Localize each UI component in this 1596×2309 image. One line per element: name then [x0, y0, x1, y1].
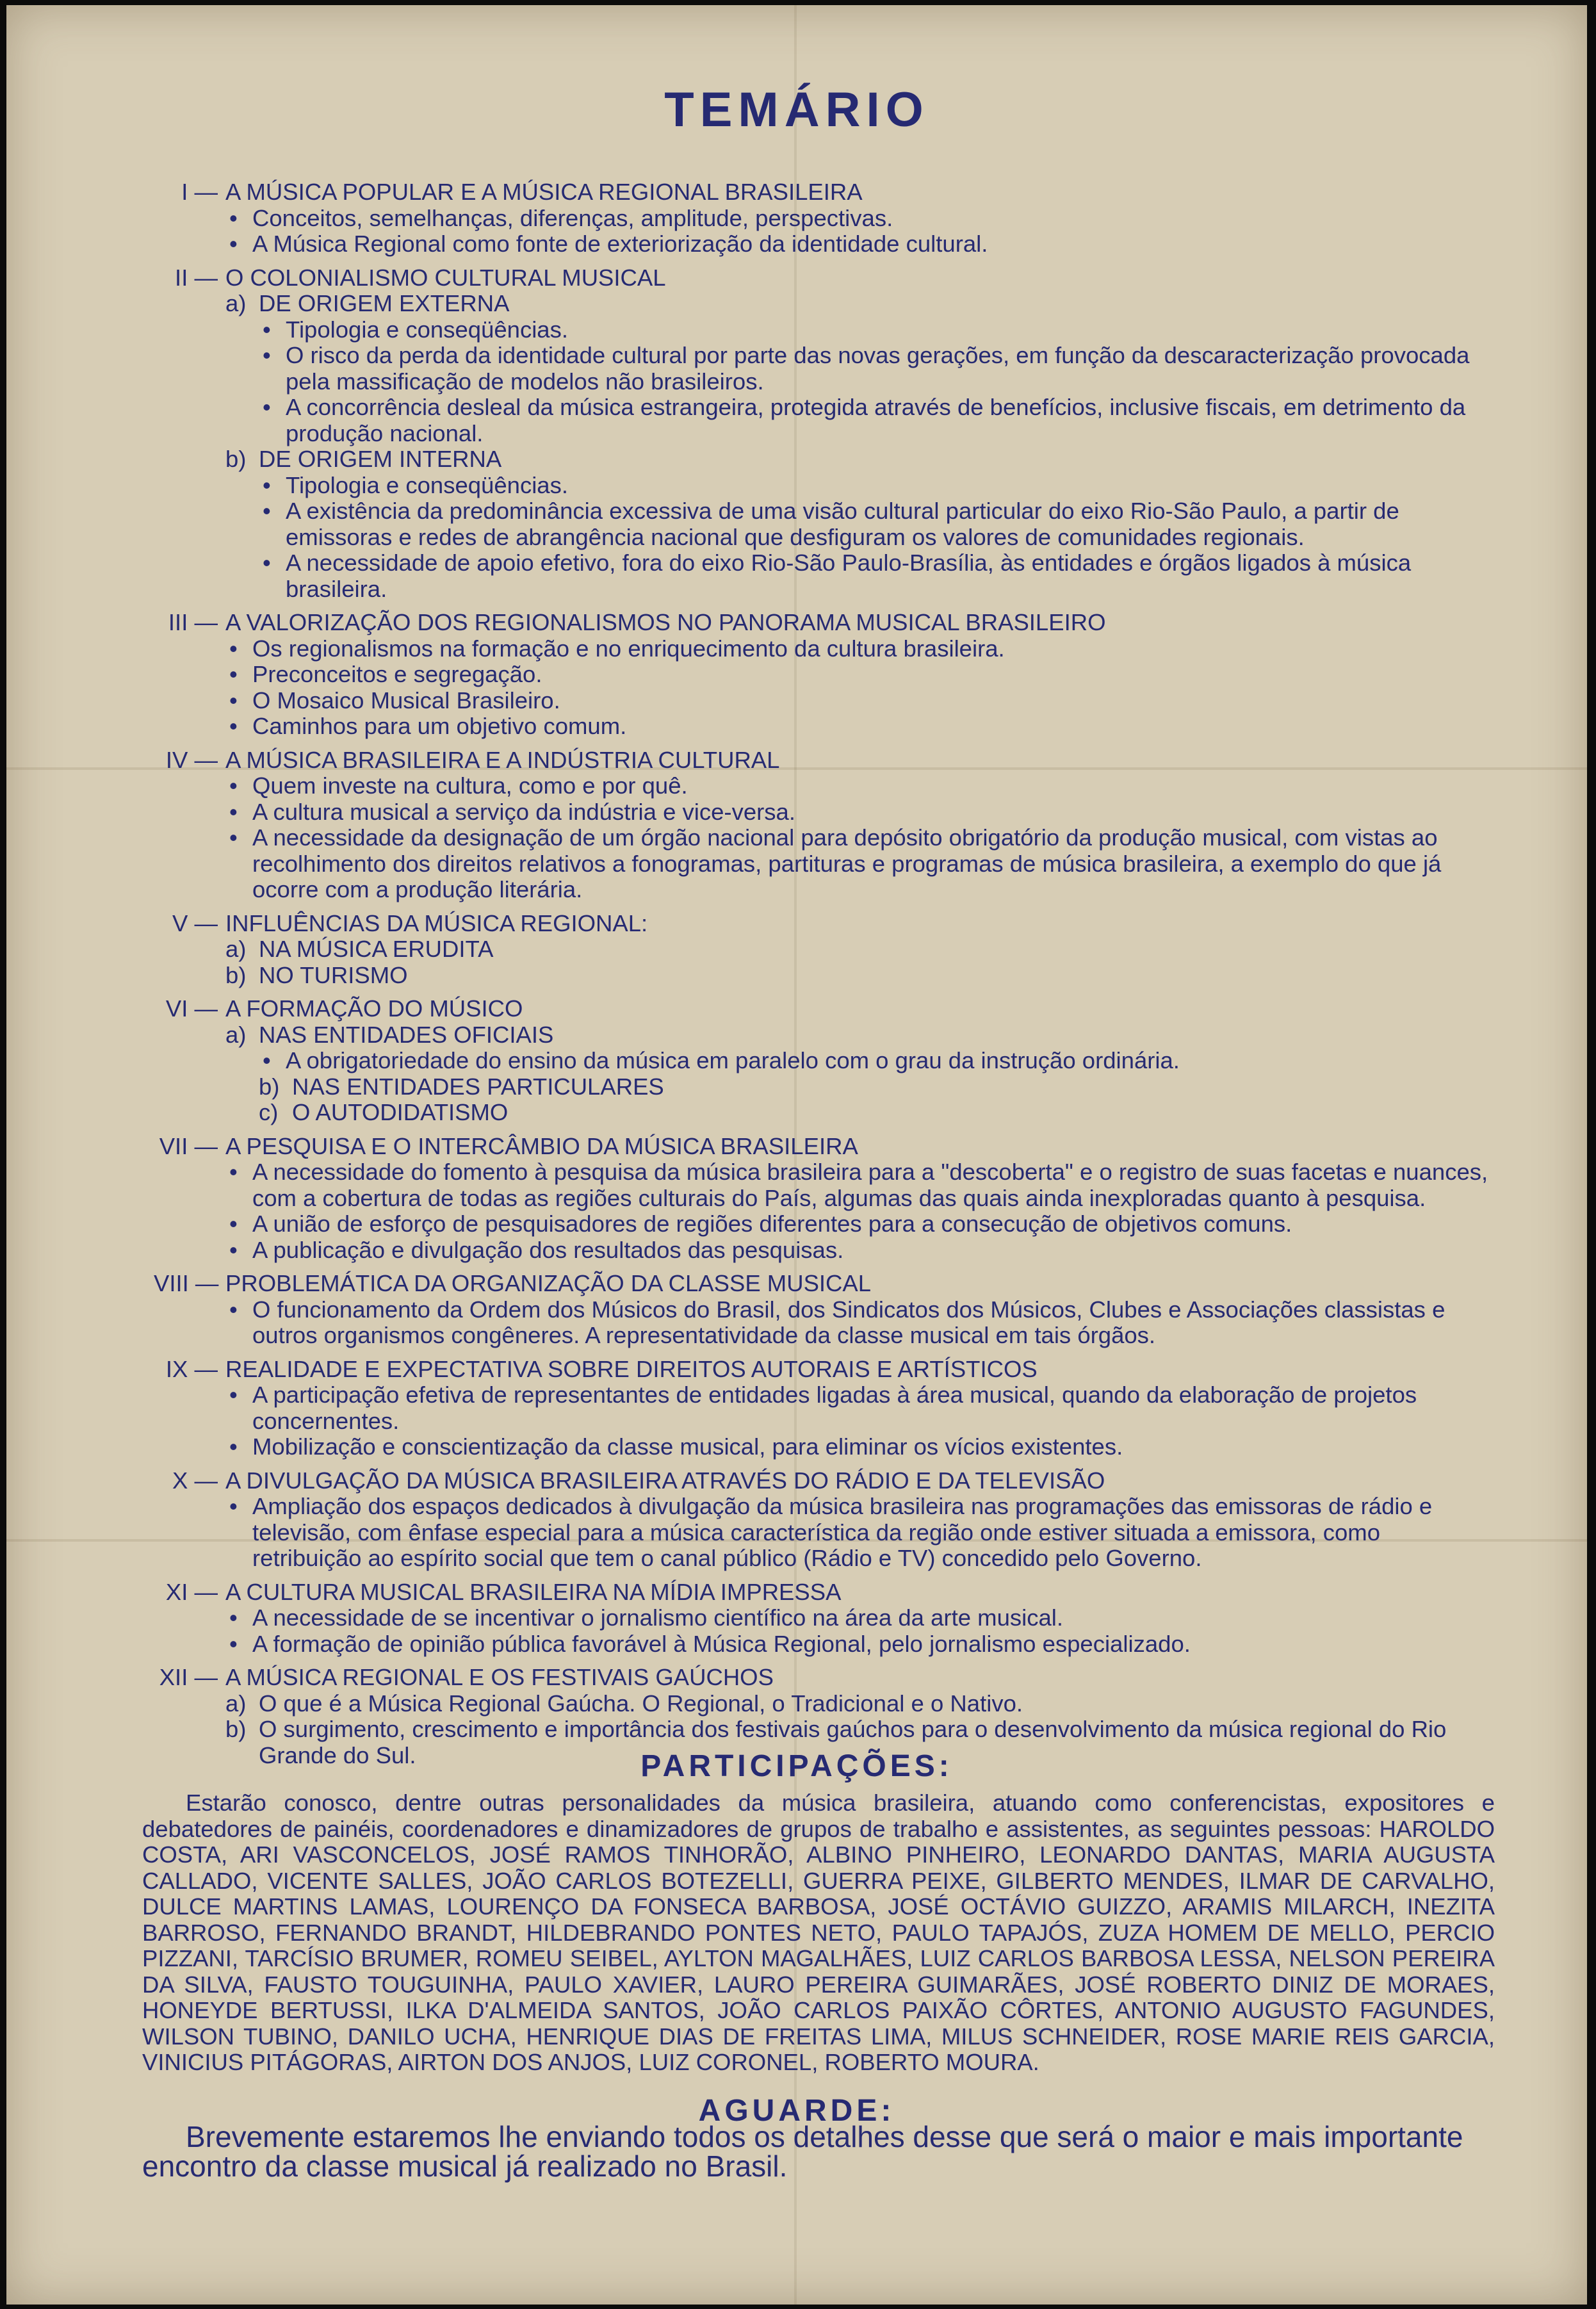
topic-heading: A PESQUISA E O INTERCÂMBIO DA MÚSICA BRASILEIRA	[225, 1132, 858, 1159]
subtopic-bullet: • Tipologia e conseqüências.	[259, 473, 1495, 499]
topic-section	[154, 747, 1495, 903]
topic-heading: A VALORIZAÇÃO DOS REGIONALISMOS NO PANORAMA MUSICAL BRASILEIRO	[225, 609, 1106, 635]
subtopic-label: NA MÚSICA ERUDITA	[259, 936, 494, 962]
topic-number: II —	[154, 265, 218, 291]
subtopic-letter: b)	[259, 1073, 280, 1100]
await-title: AGUARDE:	[698, 2094, 895, 2128]
subtopic-bullet: • A concorrência desleal da música estrangeira, protegida através de benefícios, inclusive fiscais, em detrimento da produção nacional.	[259, 395, 1495, 446]
subtopic-letter: b)	[225, 446, 247, 472]
subtopic-list	[225, 1022, 1495, 1126]
subtopic-label: NAS ENTIDADES PARTICULARES	[292, 1073, 664, 1100]
topic-heading: A FORMAÇÃO DO MÚSICO	[225, 995, 523, 1022]
subtopic-letter: a)	[225, 936, 247, 962]
subtopic-label: NAS ENTIDADES OFICIAIS	[259, 1021, 554, 1048]
subtopic-letter: a)	[225, 290, 247, 316]
topic-heading: A MÚSICA BRASILEIRA E A INDÚSTRIA CULTURAL	[225, 746, 780, 773]
topic-list	[154, 179, 1495, 1768]
topic-number: X —	[154, 1468, 218, 1494]
topic-bullet: • O funcionamento da Ordem dos Músicos do Brasil, dos Sindicatos dos Músicos, Clubes e Associações classistas e outros organismos congêneres. A representatividade da classe musical em tais órgãos.	[225, 1297, 1495, 1349]
subtopic	[225, 291, 1495, 446]
subtopic-letter: b)	[225, 961, 247, 988]
topic-bullet-list	[225, 206, 1495, 257]
subtopic-label: NO TURISMO	[259, 961, 408, 988]
topic-number: IX —	[154, 1357, 218, 1383]
subtopic-letter: c)	[259, 1099, 279, 1125]
subtopic	[259, 1100, 1495, 1126]
topic-number: XI —	[154, 1579, 218, 1606]
subtopic-letter: b)	[225, 1716, 247, 1742]
topic-heading: A MÚSICA REGIONAL E OS FESTIVAIS GAÚCHOS	[225, 1664, 774, 1690]
subtopic-bullet: • A obrigatoriedade do ensino da música em paralelo com o grau da instrução ordinária.	[259, 1048, 1495, 1074]
topic-section	[154, 1271, 1495, 1349]
subtopic	[225, 1022, 1495, 1074]
topic-heading: A DIVULGAÇÃO DA MÚSICA BRASILEIRA ATRAVÉS DO RÁDIO E DA TELEVISÃO	[225, 1467, 1105, 1494]
subtopic	[259, 1074, 1495, 1100]
subtopic-label: DE ORIGEM EXTERNA	[259, 290, 510, 316]
topic-bullet: • Os regionalismos na formação e no enriquecimento da cultura brasileira.	[225, 636, 1495, 662]
participations-title: PARTICIPAÇÕES:	[640, 1749, 953, 1783]
topic-section	[154, 179, 1495, 257]
topic-bullet: • Mobilização e conscientização da classe musical, para eliminar os vícios existentes.	[225, 1434, 1495, 1460]
topic-bullet: • A formação de opinião pública favorável à Música Regional, pelo jornalismo especializado.	[225, 1631, 1495, 1658]
topic-bullet-list	[225, 1605, 1495, 1657]
subtopic	[225, 963, 1495, 989]
topic-bullet: • Ampliação dos espaços dedicados à divulgação da música brasileira nas programações das emissoras de rádio e televisão, com ênfase especial para a música característica da região onde estiver situada a emissora, como retribuição ao espírito social que tem o canal público (Rádio e TV) concedido pelo Governo.	[225, 1494, 1495, 1572]
subtopic-list	[225, 936, 1495, 988]
topic-section	[154, 911, 1495, 989]
topic-bullet: • Quem investe na cultura, como e por quê.	[225, 773, 1495, 799]
subtopic-bullet-list	[259, 473, 1495, 603]
poster-sheet	[6, 5, 1587, 2305]
topic-bullet-list	[225, 1159, 1495, 1263]
topic-number: VII —	[154, 1134, 218, 1160]
topic-bullet: • A publicação e divulgação dos resultados das pesquisas.	[225, 1237, 1495, 1264]
subtopic	[225, 1691, 1495, 1717]
subtopic-letter: a)	[225, 1021, 247, 1048]
subtopic-bullet-list	[259, 1048, 1495, 1074]
subtopic-bullet: • A necessidade de apoio efetivo, fora do eixo Rio-São Paulo-Brasília, às entidades e órgãos ligados à música brasileira.	[259, 550, 1495, 602]
topic-section	[154, 1468, 1495, 1572]
participations-text: Estarão conosco, dentre outras personalidades da música brasileira, atuando como conferencistas, expositores e debatedores de painéis, coordenadores e dinamizadores de grupos de trabalho e assistentes, as seguintes pessoas: HAROLDO COSTA, ARI VASCONCELOS, JOSÉ RAMOS TINHORÃO, ALBINO PINHEIRO, LEONARDO DANTAS, MARIA AUGUSTA CALLADO, VICENTE SALLES, JOÃO CARLOS BOTEZELLI, GUERRA PEIXE, GILBERTO MENDES, ILMAR DE CARVALHO, DULCE MARTINS LAMAS, LOURENÇO DA FONSECA BARBOSA, JOSÉ OCTÁVIO GUIZZO, ARAMIS MILARCH, INEZITA BARROSO, FERNANDO BRANDT, HILDEBRANDO PONTES NETO, PAULO TAPAJÓS, ZUZA HOMEM DE MELLO, PERCIO PIZZANI, TARCÍSIO BRUMER, ROMEU SEIBEL, AYLTON MAGALHÃES, LUIZ CARLOS BARBOSA LESSA, NELSON PEREIRA DA SILVA, FAUSTO TOUGUINHA, PAULO XAVIER, LAURO PEREIRA GUIMARÃES, JOSÉ ROBERTO DINIZ DE MORAES, HONEYDE BERTUSSI, ILKA D'ALMEIDA SANTOS, JOÃO CARLOS PAIXÃO CÔRTES, ANTONIO AUGUSTO FAGUNDES, WILSON TUBINO, DANILO UCHA, HENRIQUE DIAS DE FREITAS LIMA, MILUS SCHNEIDER, ROSE MARIE REIS GARCIA, VINICIUS PITÁGORAS, AIRTON DOS ANJOS, LUIZ CORONEL, ROBERTO MOURA.	[142, 1790, 1495, 2075]
topic-bullet-list	[225, 1494, 1495, 1572]
topic-bullet-list	[225, 636, 1495, 740]
subtopic-label: O que é a Música Regional Gaúcha. O Regional, o Tradicional e o Nativo.	[259, 1690, 1023, 1717]
page-title: TEMÁRIO	[664, 83, 929, 137]
topic-bullet-list	[225, 773, 1495, 903]
subtopic-label: O surgimento, crescimento e importância dos festivais gaúchos para o desenvolvimento da música regional do Rio Grande do Sul.	[259, 1716, 1447, 1768]
subtopic-bullet: • A existência da predominância excessiva de uma visão cultural particular do eixo Rio-São Paulo, a partir de emissoras e redes de abrangência nacional que desfiguram os valores de comunidades regionais.	[259, 498, 1495, 550]
topic-section	[154, 265, 1495, 603]
topic-number: XII —	[154, 1665, 218, 1691]
topic-section	[154, 996, 1495, 1126]
topic-bullet: • A necessidade do fomento à pesquisa da música brasileira para a "descoberta" e o registro de suas facetas e nuances, com a cobertura de todas as regiões culturais do País, algumas das quais ainda inexploradas quanto à pesquisa.	[225, 1159, 1495, 1211]
subtopic-label: DE ORIGEM INTERNA	[259, 446, 502, 472]
subtopic-label: O AUTODIDATISMO	[292, 1099, 509, 1125]
topic-heading: REALIDADE E EXPECTATIVA SOBRE DIREITOS AUTORAIS E ARTÍSTICOS	[225, 1355, 1038, 1382]
topic-bullet: • A participação efetiva de representantes de entidades ligadas à área musical, quando da elaboração de projetos concernentes.	[225, 1382, 1495, 1434]
topic-section	[154, 1357, 1495, 1460]
subtopic-bullet: • O risco da perda da identidade cultural por parte das novas gerações, em função da descaracterização provocada pela massificação de modelos não brasileiros.	[259, 343, 1495, 395]
topic-heading: A CULTURA MUSICAL BRASILEIRA NA MÍDIA IMPRESSA	[225, 1578, 842, 1605]
topic-section	[154, 610, 1495, 740]
topic-bullet-list	[225, 1382, 1495, 1460]
topic-number: V —	[154, 911, 218, 937]
topic-heading: A MÚSICA POPULAR E A MÚSICA REGIONAL BRASILEIRA	[225, 179, 863, 205]
topic-section	[154, 1134, 1495, 1264]
subtopic	[225, 446, 1495, 602]
topic-number: VIII —	[154, 1271, 218, 1297]
subtopic	[225, 936, 1495, 963]
topic-heading: O COLONIALISMO CULTURAL MUSICAL	[225, 264, 666, 291]
subtopic-bullet: • Tipologia e conseqüências.	[259, 317, 1495, 343]
topic-number: I —	[154, 179, 218, 206]
subtopic-bullet-list	[259, 317, 1495, 447]
await-text: Brevemente estaremos lhe enviando todos os detalhes desse que será o maior e mais importante encontro da classe musical já realizado no Brasil.	[142, 2120, 1463, 2183]
topic-number: VI —	[154, 996, 218, 1022]
topic-heading: INFLUÊNCIAS DA MÚSICA REGIONAL:	[225, 910, 648, 936]
topic-bullet: • A Música Regional como fonte de exteriorização da identidade cultural.	[225, 231, 1495, 257]
topic-bullet: • Caminhos para um objetivo comum.	[225, 714, 1495, 740]
topic-number: III —	[154, 610, 218, 636]
topic-bullet: • A necessidade da designação de um órgão nacional para depósito obrigatório da produção musical, com vistas ao recolhimento dos direitos relativos a fonogramas, partituras e programas de música brasileira, a exemplo do que já ocorre com a produção literária.	[225, 825, 1495, 903]
subtopic-letter: a)	[225, 1690, 247, 1717]
topic-bullet: • O Mosaico Musical Brasileiro.	[225, 688, 1495, 714]
topic-bullet: • Preconceitos e segregação.	[225, 662, 1495, 688]
topic-bullet-list	[225, 1297, 1495, 1349]
topic-bullet: • A necessidade de se incentivar o jornalismo científico na área da arte musical.	[225, 1605, 1495, 1631]
topic-heading: PROBLEMÁTICA DA ORGANIZAÇÃO DA CLASSE MUSICAL	[225, 1270, 872, 1296]
topic-bullet: • A cultura musical a serviço da indústria e vice-versa.	[225, 799, 1495, 826]
topic-bullet: • Conceitos, semelhanças, diferenças, amplitude, perspectivas.	[225, 206, 1495, 232]
topic-number: IV —	[154, 747, 218, 774]
subtopic-list	[225, 291, 1495, 602]
topic-bullet: • A união de esforço de pesquisadores de regiões diferentes para a consecução de objetivos comuns.	[225, 1211, 1495, 1237]
topic-section	[154, 1579, 1495, 1658]
